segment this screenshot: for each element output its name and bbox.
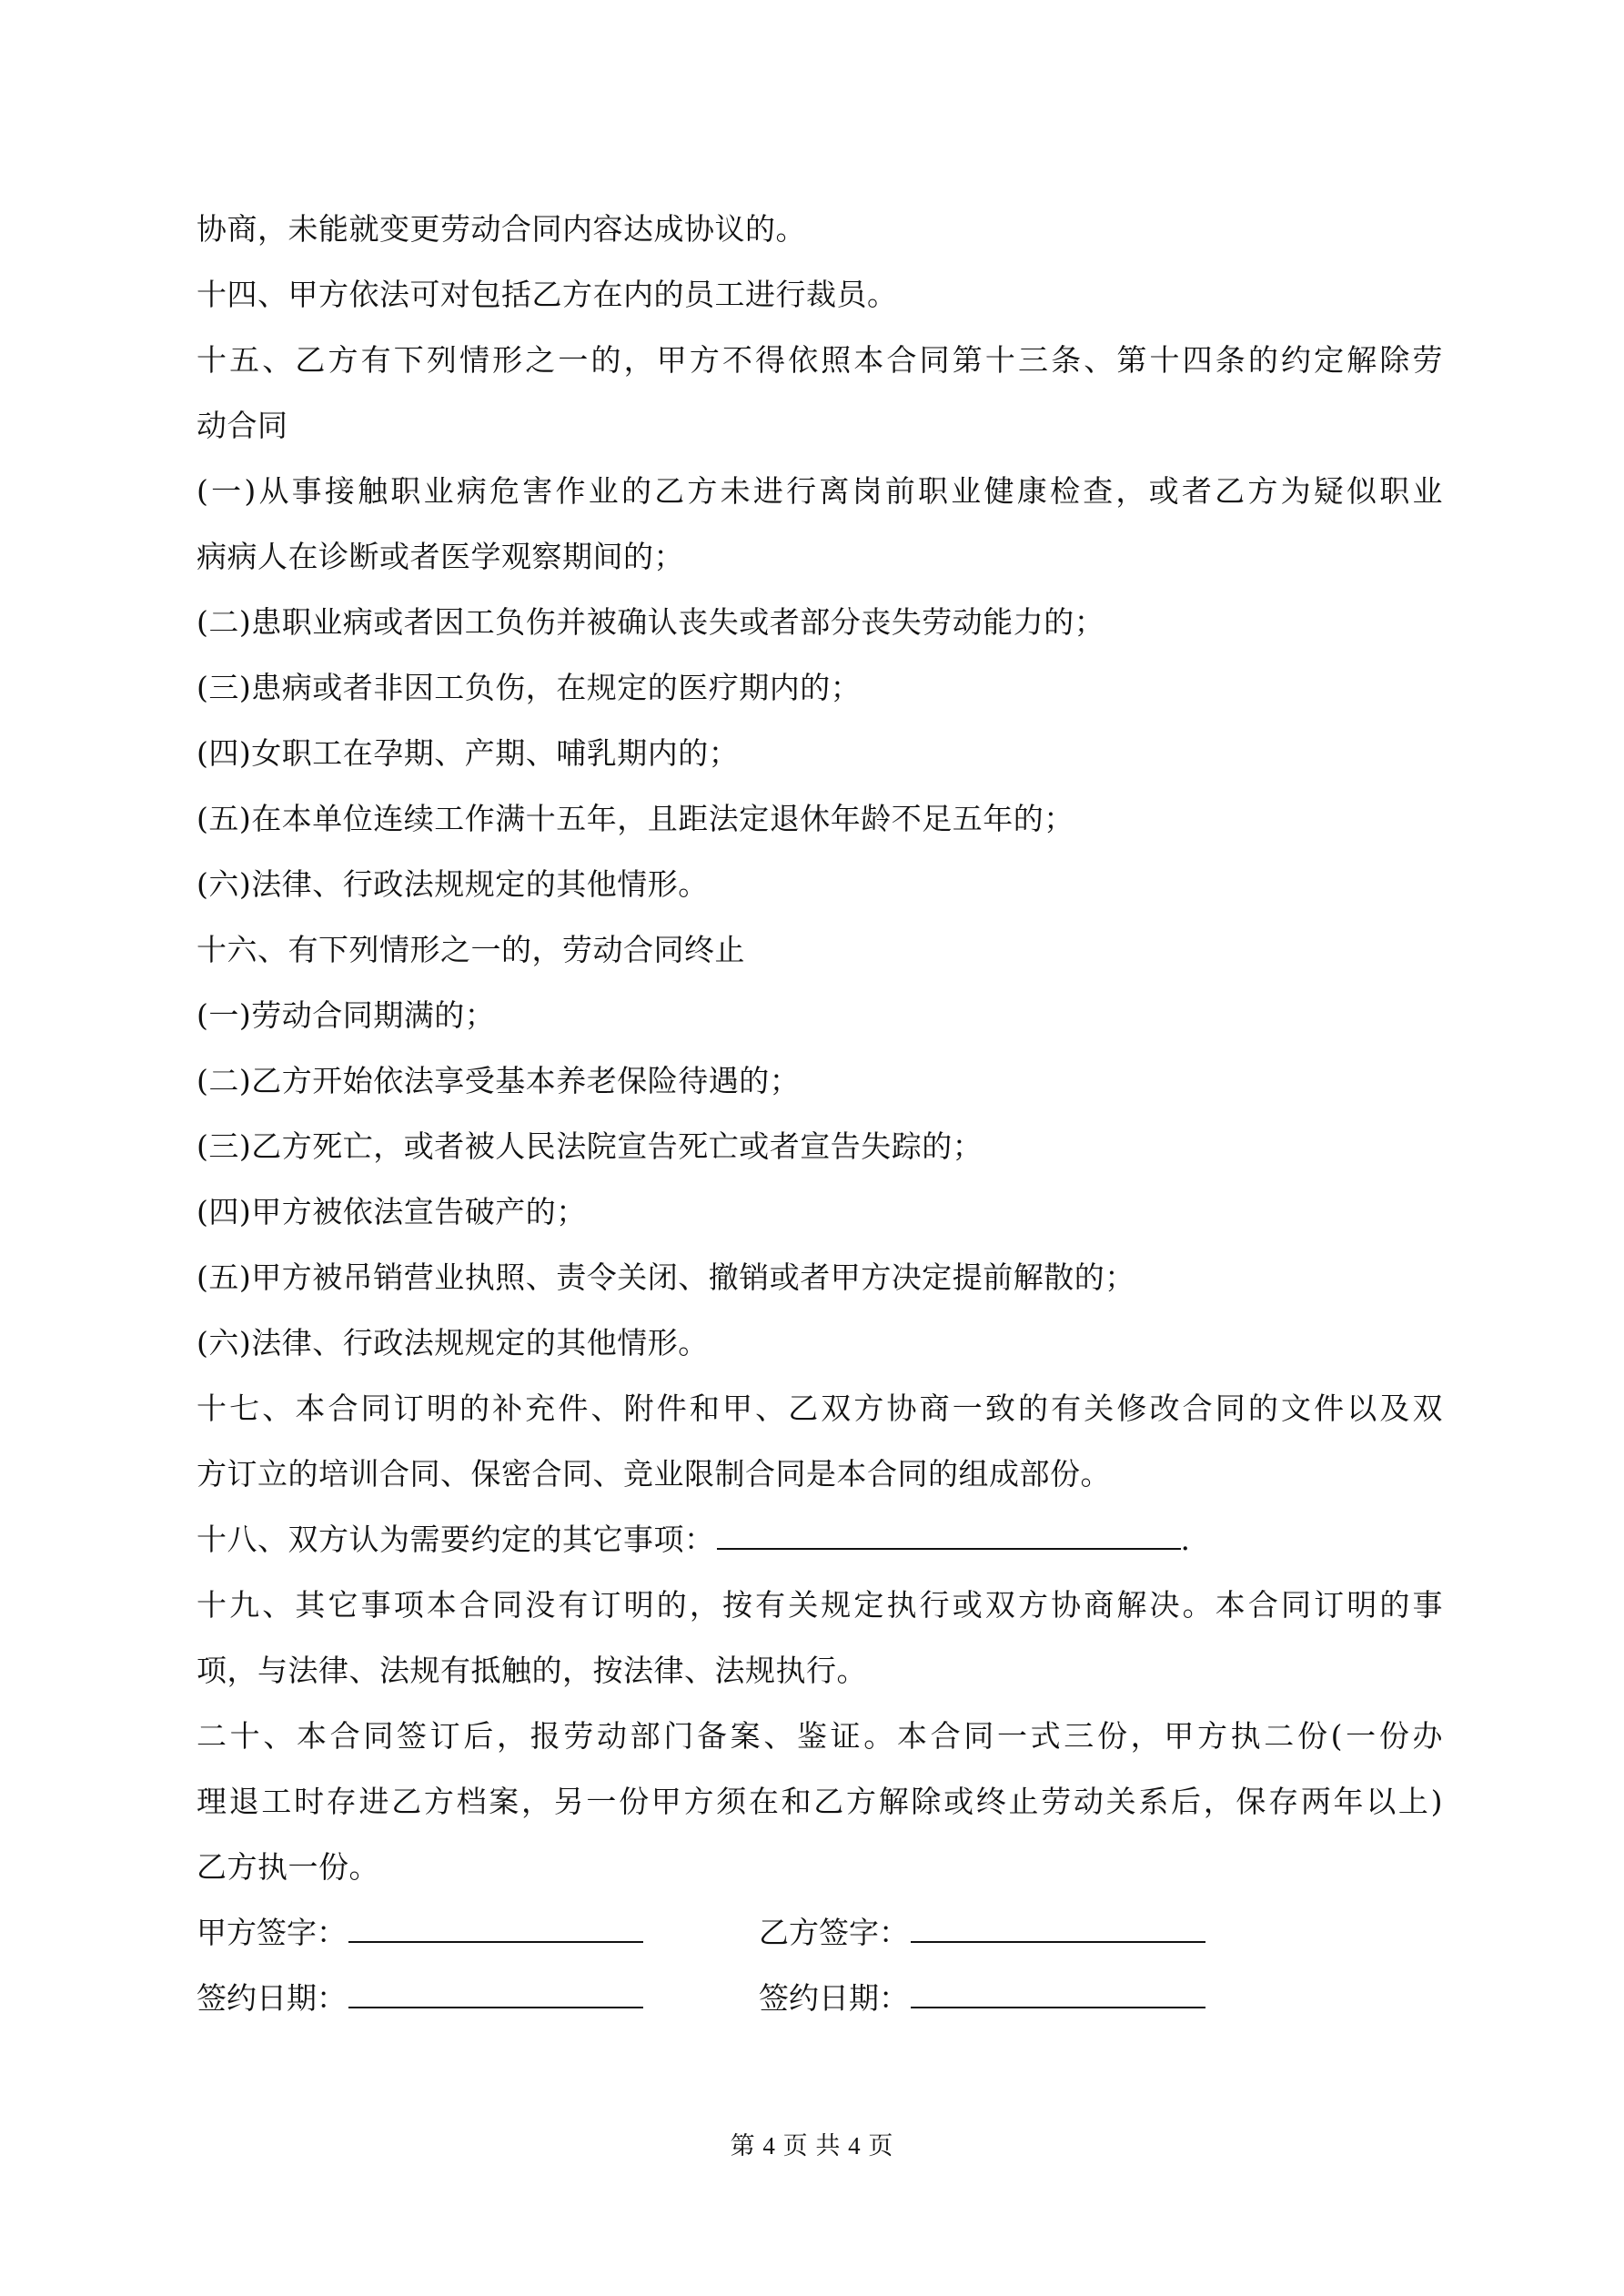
- party-a-date: [197, 1966, 759, 2031]
- contract-body: [197, 197, 1443, 2031]
- clause-15-item-1: (一)从事接触职业病危害作业的乙方未进行离岗前职业健康检查，或者乙方为疑似职业: [197, 473, 1443, 509]
- clause-16-item-6: (六)法律、行政法规规定的其他情形。: [197, 1325, 709, 1360]
- clause-16-item-5: (五)甲方被吊销营业执照、责令关闭、撤销或者甲方决定提前解散的；: [197, 1259, 1135, 1295]
- clause-16-item-4: (四)甲方被依法宣告破产的；: [197, 1194, 587, 1229]
- party-b-signature: [759, 1900, 1321, 1966]
- clause-19: 十九、其它事项本合同没有订明的，按有关规定执行或双方协商解决。本合同订明的事: [197, 1587, 1443, 1623]
- party-a-sign-label: 甲方签字：: [197, 1915, 347, 1950]
- clause-15-item-2: (二)患职业病或者因工负伤并被确认丧失或者部分丧失劳动能力的；: [197, 604, 1105, 640]
- clause-15-item-4: (四)女职工在孕期、产期、哺乳期内的；: [197, 735, 740, 771]
- clause-15-heading-cont: 动合同: [197, 408, 288, 443]
- clause-18-end: .: [1180, 1522, 1191, 1557]
- clause-20: 二十、本合同签订后，报劳动部门备案、鉴证。本合同一式三份，甲方执二份(一份办: [197, 1718, 1443, 1754]
- clause-18-label: 十八、双方认为需要约定的其它事项：: [197, 1522, 715, 1557]
- page-number-footer: 第 4 页 共 4 页: [730, 2132, 894, 2159]
- clause-15-heading: 十五、乙方有下列情形之一的，甲方不得依照本合同第十三条、第十四条的约定解除劳: [197, 342, 1443, 378]
- party-a-signature: [197, 1900, 759, 1966]
- clause-17: 十七、本合同订明的补充件、附件和甲、乙双方协商一致的有关修改合同的文件以及双: [197, 1391, 1443, 1426]
- clause-19-cont: 项，与法律、法规有抵触的，按法律、法规执行。: [197, 1653, 867, 1688]
- date-row: [197, 1966, 1443, 2031]
- party-a-sign-field[interactable]: [348, 1901, 643, 1943]
- clause-15-item-5: (五)在本单位连续工作满十五年，且距法定退休年龄不足五年的；: [197, 801, 1074, 836]
- party-b-sign-field[interactable]: [911, 1901, 1205, 1943]
- clause-18: [197, 1507, 1443, 1573]
- clause-16-item-1: (一)劳动合同期满的；: [197, 997, 496, 1033]
- clause-16-item-3: (三)乙方死亡，或者被人民法院宣告死亡或者宣告失踪的；: [197, 1128, 983, 1164]
- text-line: 协商，未能就变更劳动合同内容达成协议的。: [197, 211, 806, 247]
- party-b-sign-label: 乙方签字：: [759, 1915, 909, 1950]
- clause-20-cont: 理退工时存进乙方档案，另一份甲方须在和乙方解除或终止劳动关系后，保存两年以上): [197, 1784, 1443, 1819]
- party-a-date-label: 签约日期：: [197, 1980, 347, 2016]
- clause-15-item-1-cont: 病病人在诊断或者医学观察期间的；: [197, 539, 684, 574]
- clause-16-item-2: (二)乙方开始依法享受基本养老保险待遇的；: [197, 1063, 801, 1098]
- clause-17-cont: 方订立的培训合同、保密合同、竞业限制合同是本合同的组成部份。: [197, 1456, 1111, 1492]
- clause-15-item-6: (六)法律、行政法规规定的其他情形。: [197, 866, 709, 902]
- clause-15-item-3: (三)患病或者非因工负伤，在规定的医疗期内的；: [197, 670, 862, 705]
- party-b-date: [759, 1966, 1321, 2031]
- clause-14: 十四、甲方依法可对包括乙方在内的员工进行裁员。: [197, 277, 898, 312]
- party-a-date-field[interactable]: [348, 1967, 643, 2008]
- party-b-date-field[interactable]: [911, 1967, 1205, 2008]
- clause-18-blank-field[interactable]: [717, 1508, 1181, 1550]
- signature-row: [197, 1900, 1443, 1966]
- clause-16-heading: 十六、有下列情形之一的，劳动合同终止: [197, 932, 745, 967]
- party-b-date-label: 签约日期：: [759, 1980, 909, 2016]
- clause-20-end: 乙方执一份。: [197, 1849, 379, 1885]
